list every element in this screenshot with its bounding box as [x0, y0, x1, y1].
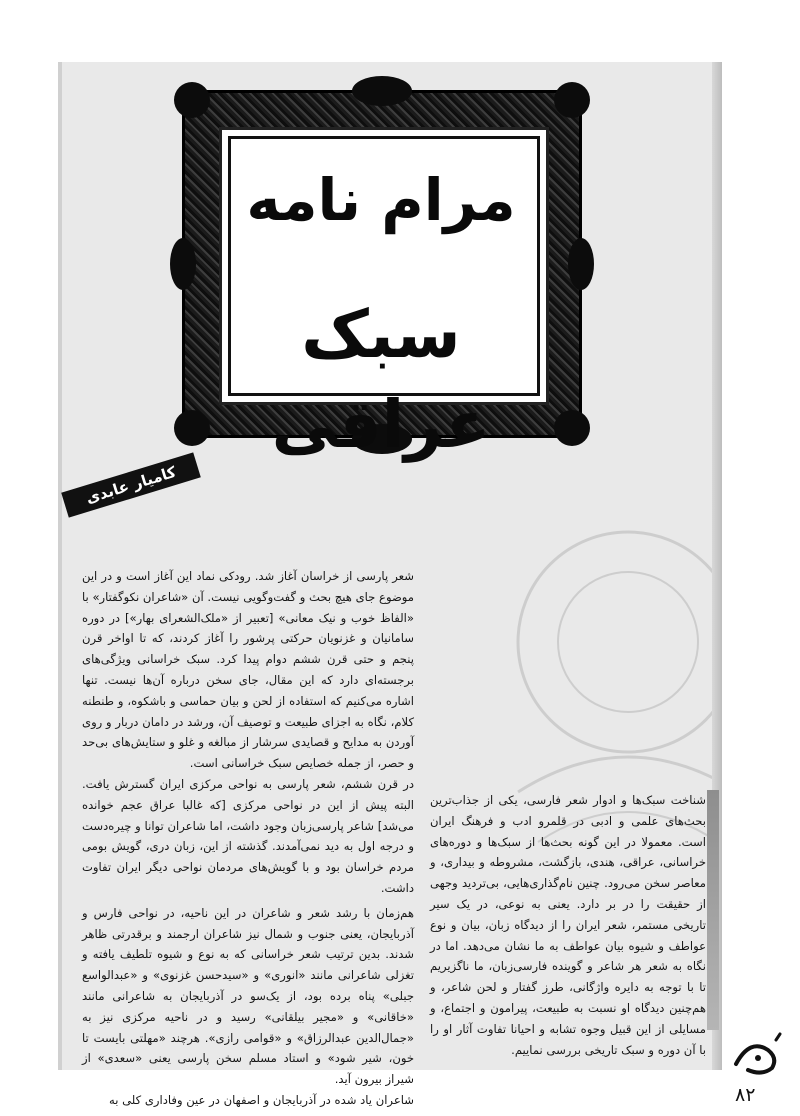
magazine-logo [728, 1030, 786, 1080]
frame-ornament-corner-tl [174, 82, 210, 118]
article-title-line-2: سبک عراقی [271, 296, 491, 463]
frame-ornament-right [568, 238, 594, 290]
frame-ornament-corner-bl [174, 410, 210, 446]
article-text-left-column [82, 566, 414, 1111]
paragraph: هم‌زمان با رشد شعر و شاعران در این ناحیه، در نواحی فارس و آذربایجان، یعنی جنوب و شمال نیز شاعران ارجمند و برقدرتی ظاهر شدند. بدین ترتیب شعر خراسانی که به نوع و شیوه تلطیف یافته و تغزلی شاعرانی مانند «انوری» و «سیدحسن غزنوی» و «عبدالواسع جبلی» پناه برده بود، از یک‌سو در آذربایجان به شاعرانی مانند «خاقانی» و «مجیر بیلقانی» رسید و در ناحیه مرکزی نیز به «جمال‌الدین عبدالرزاق» و «قوامی رازی». هرچند «مهلتی بایست تا خون، شیر شود» و استاد مسلم سخن پارسی یعنی «سعدی» از شیراز بیرون آید. [82, 905, 414, 1087]
article-title-line-1: مرام نامه [246, 166, 516, 234]
column-accent-bar [707, 790, 719, 1030]
paragraph: شعر پارسی از خراسان آغاز شد. رودکی نماد این آغاز است و در این موضوع جای هیچ بحث و گفت‌وگویی نیست. آن «شاعران نکوگفتار» با «الفاظ خوب و نیک معانی» [تعبیر از «ملک‌الشعرای بهار»] در دوره سامانیان و غزنویان حرکتی پرشور را آغاز کردند، که تا اواخر قرن پنجم و حتی قرن ششم دوام پیدا کرد. سبک خراسانی ویژگی‌های برجسته‌ای دارد که این مقال، جای سخن درباره آن‌ها نیست. تنها اشاره می‌کنیم که استفاده از لحن و بیان حماسی و باشکوه، و طنطنه کلام، نگاه به اجزای طبیعت و توصیف آن، ورشد در دامان دربار و روی آوردن به مدایح و قصایدی سرشار از مبالغه و غلو و ستایش‌های بی‌حد و حصر، از جمله خصایص سبک خراسانی است. [82, 569, 414, 771]
paragraph: شاعران یاد شده در آذربایجان و اصفهان در عین وفاداری کلی به [108, 1092, 414, 1107]
article-text-right-column [430, 790, 706, 1060]
paragraph: شناخت سبک‌ها و ادوار شعر فارسی، یکی از جذاب‌ترین بحث‌های علمی و ادبی در قلمرو ادب و فرهنگ ایران است. معمولا در این گونه بحث‌ها از سبک‌ها و دوره‌های خراسانی، عراقی، هندی، بازگشت، مشروطه و بیداری، و معاصر سخن می‌رود. چنین نام‌گذاری‌هایی، بی‌تردید وجهی از حقیقت را در بر دارد. یعنی به نوعی، در یک سیر تاریخی مستمر، شعر ایران را از دیدگاه زبان، بیان و نوع عواطف و شیوه بیان عواطف به ما نشان می‌دهد. اما در نگاه به شعر هر شاعر و گوینده فارسی‌زبان، ما ناگزیریم تا با توجه به دایره واژگانی، طرز گفتار و لحن شاعر، و هم‌چنین دیدگاه او نسبت به طبیعت، پیرامون و اجتماع، و مسایلی از این قبیل وجوه تشابه و احیانا تفاوت آثار او را با آن دوره و سبک تاریخی بررسی نماییم. [430, 793, 706, 1057]
panel-left-edge [58, 62, 62, 1070]
page-number: ۸۲ [735, 1084, 756, 1106]
frame-ornament-corner-br [554, 410, 590, 446]
frame-ornament-top [352, 76, 412, 106]
frame-ornament-corner-tr [554, 82, 590, 118]
frame-ornament-left [170, 238, 196, 290]
paragraph: در قرن ششم، شعر پارسی به نواحی مرکزی ایران گسترش یافت. البته پیش از این در نواحی مرکزی [که غالبا عراق عجم خوانده می‌شد] شاعر پارسی‌زبان وجود داشت، اما شاعران توانا و چیره‌دست و درجه اول به دید نمی‌آمدند. گذشته از این، زبان دری، گویش بومی مردم خراسان بود و با گویش‌های مردمان نواحی دیگر ایران تفاوت داشت. [82, 776, 414, 895]
author-name-tag: کامیار عابدی [61, 452, 201, 517]
